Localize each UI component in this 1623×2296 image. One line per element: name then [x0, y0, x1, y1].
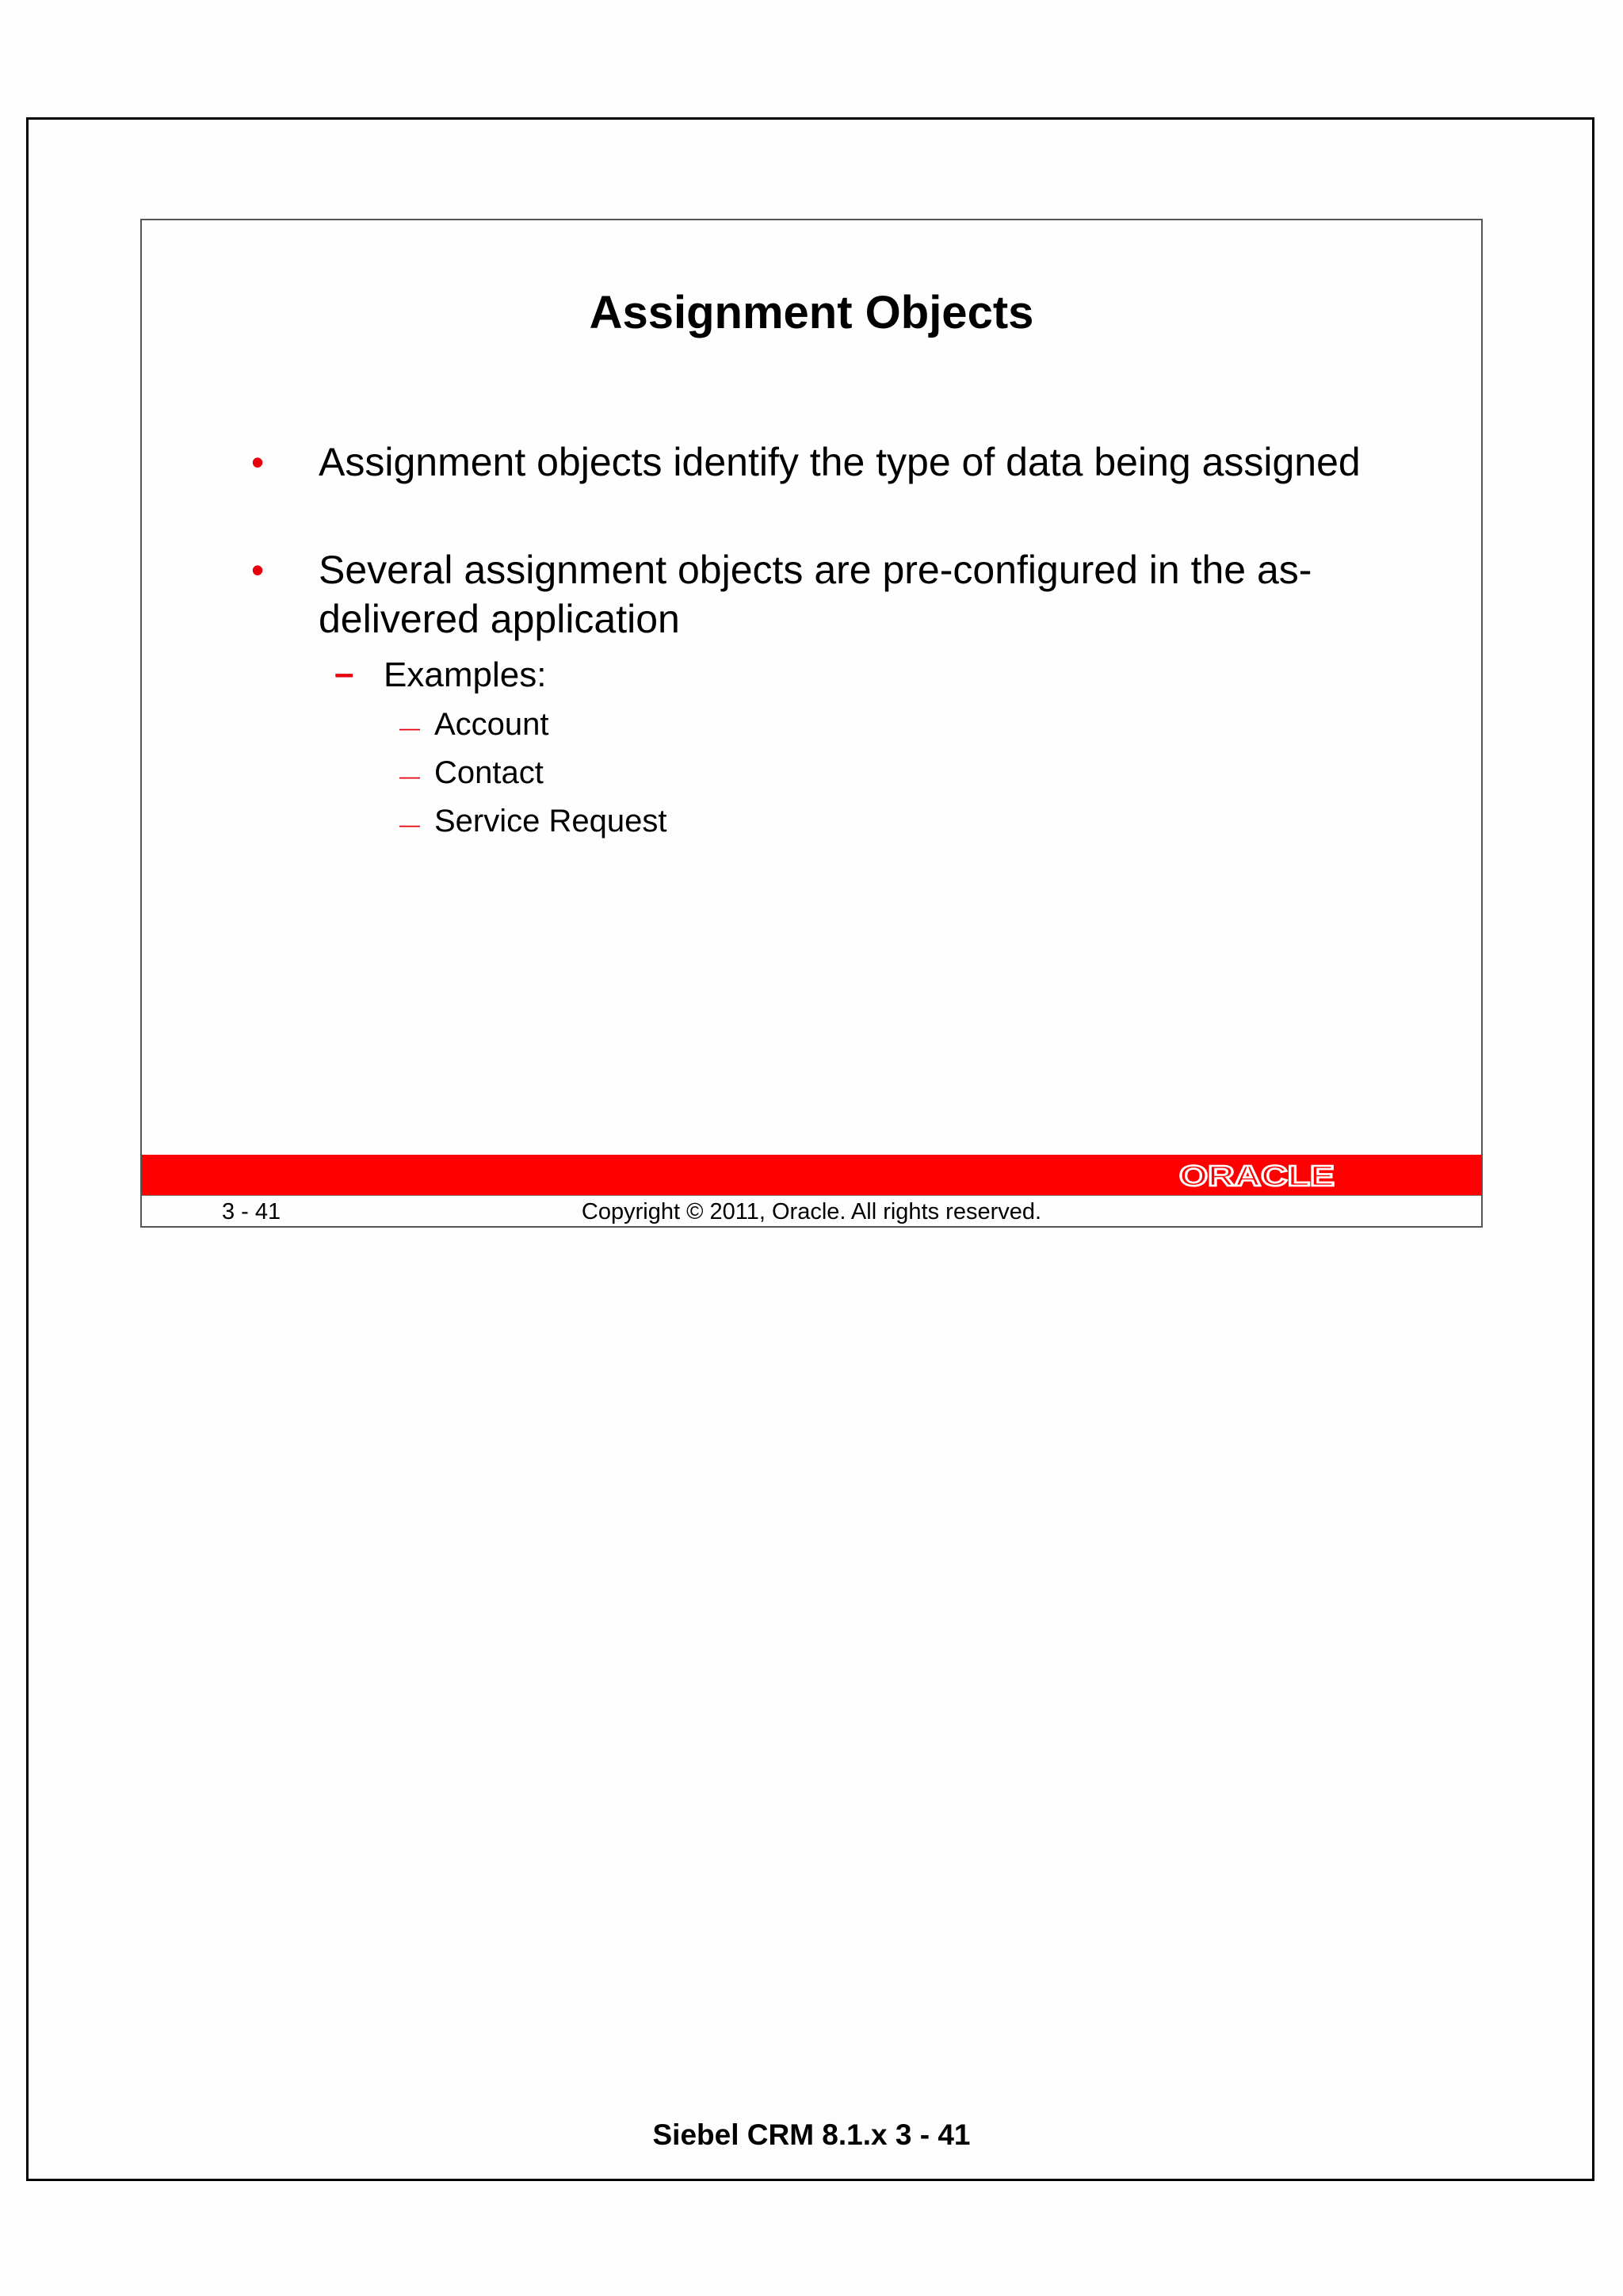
slide-footer	[142, 1195, 1481, 1228]
list-item	[334, 654, 547, 697]
bullet-icon: •	[251, 441, 265, 483]
dash-icon: —	[399, 716, 420, 739]
dash-icon: —	[399, 764, 420, 788]
bullet-icon: •	[251, 549, 265, 590]
oracle-logo	[1178, 1161, 1344, 1190]
list-item	[251, 437, 1373, 487]
example-item: Account	[434, 707, 549, 742]
slide-title: Assignment Objects	[589, 287, 1034, 338]
slide-number: 3 - 41	[222, 1199, 281, 1224]
example-item: Service Request	[434, 804, 667, 839]
dash-icon: –	[334, 654, 354, 693]
list-item	[399, 753, 544, 793]
oracle-logo-text: ORACLE	[1179, 1161, 1335, 1190]
example-item: Contact	[434, 755, 544, 790]
bullet-text: Several assignment objects are pre-configured in the as-delivered application	[319, 548, 1312, 641]
list-item	[399, 705, 549, 744]
list-item	[399, 801, 667, 841]
page-footer: Siebel CRM 8.1.x 3 - 41	[652, 2118, 971, 2151]
bullet-text: Assignment objects identify the type of data being assigned	[319, 440, 1361, 484]
brand-band	[142, 1155, 1481, 1195]
slide	[140, 219, 1483, 1228]
dash-icon: —	[399, 812, 420, 836]
copyright-text: Copyright © 2011, Oracle. All rights reserved.	[581, 1199, 1042, 1224]
list-item	[251, 545, 1373, 644]
sub-heading: Examples:	[384, 655, 547, 694]
